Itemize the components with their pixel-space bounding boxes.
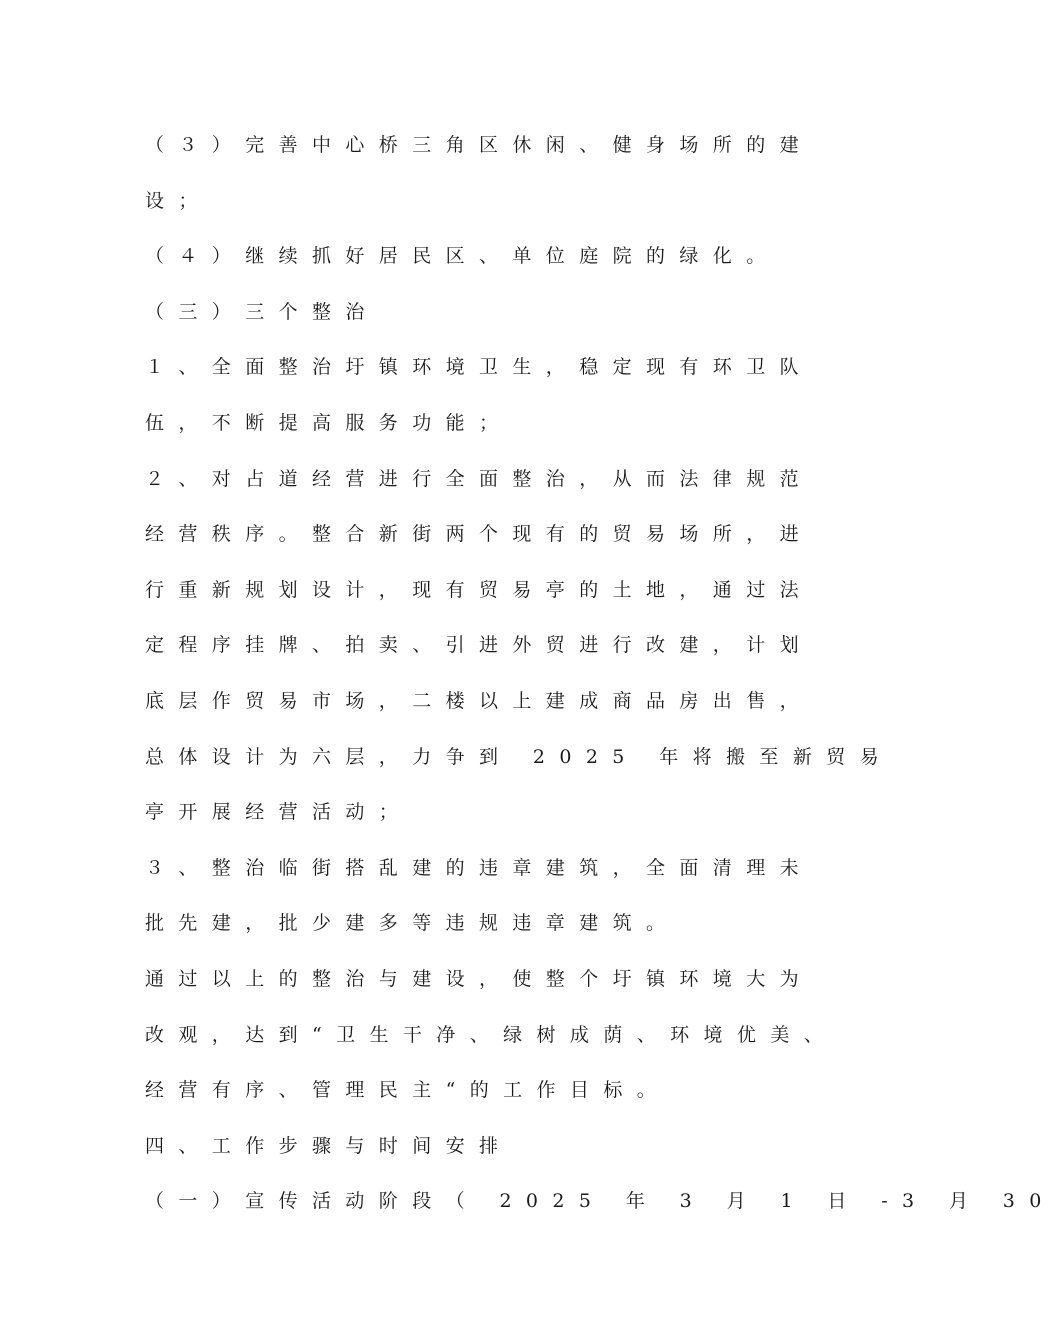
text-line: 总体设计为六层，力争到 2025 年将搬至新贸易 xyxy=(145,746,894,768)
text-line: ２、对占道经营进行全面整治，从而法律规范 xyxy=(145,468,814,490)
text-line: 经营秩序。整合新街两个现有的贸易场所，进 xyxy=(145,523,814,545)
section-heading: （三）三个整治 xyxy=(145,301,379,323)
text-line: 经营有序、管理民主“的工作目标。 xyxy=(145,1079,671,1101)
section-heading: 四、工作步骤与时间安排 xyxy=(145,1135,513,1157)
text-line: 通过以上的整治与建设，使整个圩镇环境大为 xyxy=(145,968,814,990)
text-line: 底层作贸易市场，二楼以上建成商品房出售， xyxy=(145,690,814,712)
text-line: 改观，达到“卫生干净、绿树成荫、环境优美、 xyxy=(145,1024,838,1046)
text-line: 伍，不断提高服务功能； xyxy=(145,412,513,434)
text-line: 设； xyxy=(145,190,212,212)
text-line: 行重新规划设计，现有贸易亭的土地，通过法 xyxy=(145,579,814,601)
text-line: （３）完善中心桥三角区休闲、健身场所的建 xyxy=(145,134,814,156)
text-line: ３、整治临街搭乱建的违章建筑，全面清理未 xyxy=(145,857,814,879)
text-line: 定程序挂牌、拍卖、引进外贸进行改建，计划 xyxy=(145,634,814,656)
text-line: （一）宣传活动阶段（ 2025 年 3 月 1 日 -3 月 30 xyxy=(145,1190,1056,1212)
text-line: １、全面整治圩镇环境卫生，稳定现有环卫队 xyxy=(145,356,814,378)
text-line: 批先建，批少建多等违规违章建筑。 xyxy=(145,912,680,934)
text-line: （４）继续抓好居民区、单位庭院的绿化。 xyxy=(145,245,780,267)
text-line: 亭开展经营活动； xyxy=(145,801,413,823)
